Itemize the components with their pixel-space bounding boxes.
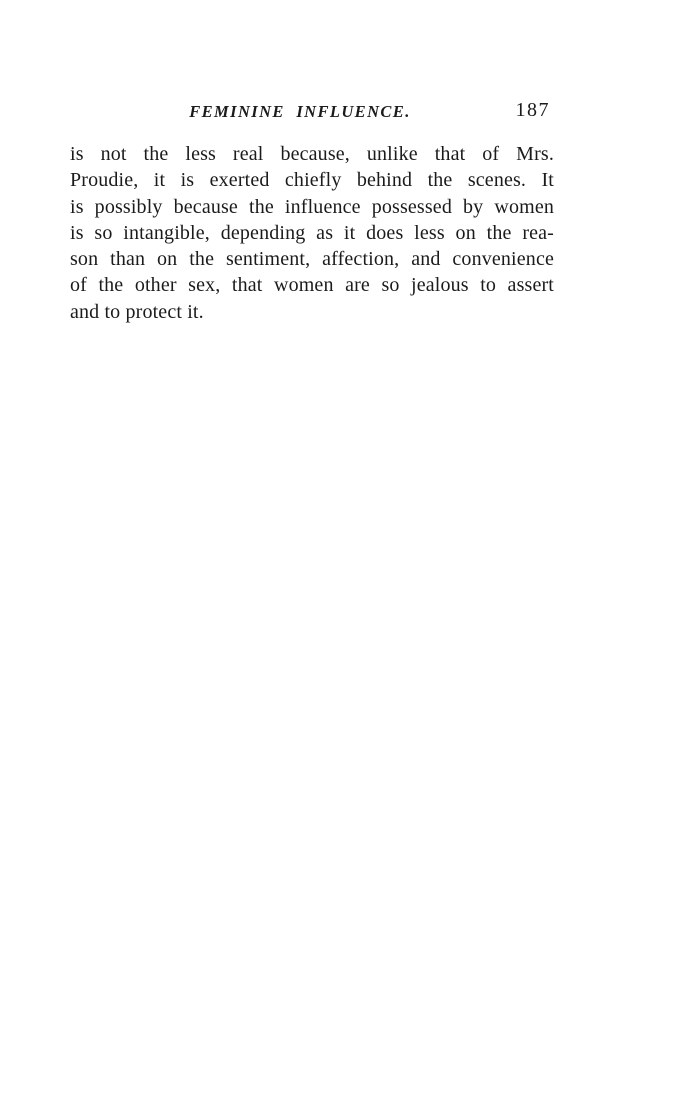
body-paragraph <box>70 141 554 325</box>
page-number: 187 <box>515 99 550 121</box>
text-line: Proudie, it is exerted chiefly behind the scenes. It <box>70 169 554 192</box>
text-line: son than on the sentiment, affection, and convenience <box>70 248 554 271</box>
running-header <box>70 99 554 123</box>
text-line: and to protect it. <box>70 300 204 323</box>
text-line: is possibly because the influence possessed by women <box>70 195 554 218</box>
text-line: is not the less real because, unlike that of Mrs. <box>70 143 554 165</box>
text-line: is so intangible, depending as it does less on the rea- <box>70 221 554 244</box>
running-title: FEMININE INFLUENCE. <box>189 102 411 121</box>
text-line: of the other sex, that women are so jealous to assert <box>70 274 554 297</box>
